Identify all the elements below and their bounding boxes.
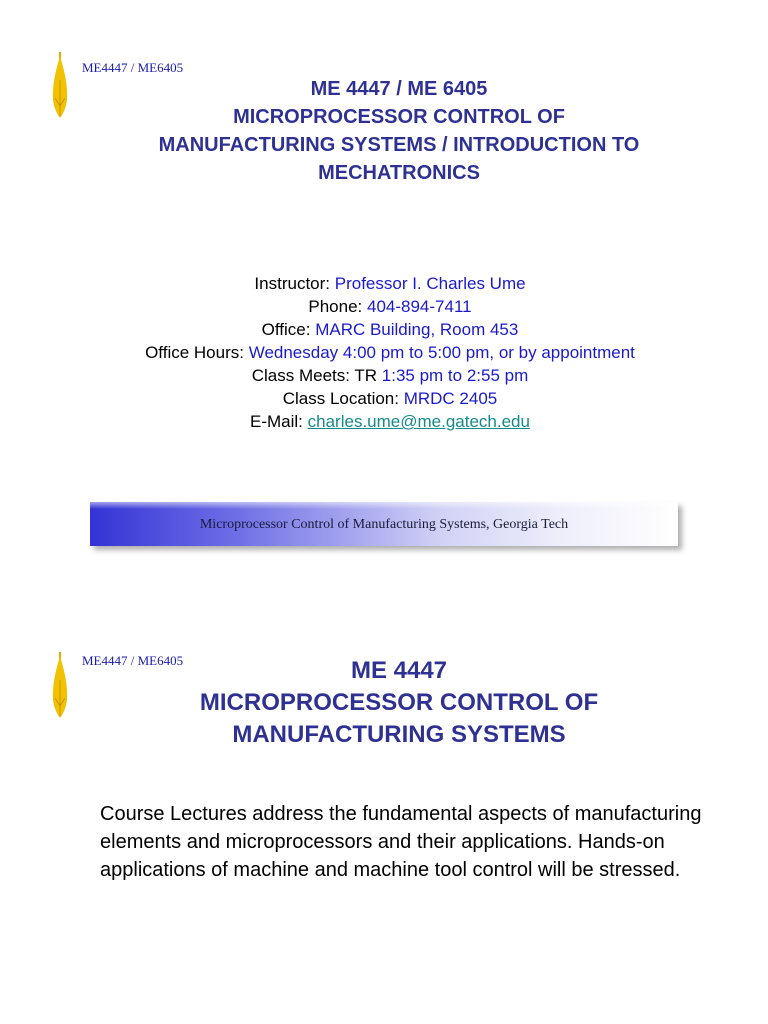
info-label: Office: — [261, 320, 316, 339]
instructor-info — [0, 272, 768, 433]
email-link[interactable]: charles.ume@me.gatech.edu — [307, 412, 530, 431]
footer-banner — [90, 502, 678, 546]
info-value: 1:35 pm to 2:55 pm — [381, 366, 529, 385]
info-label: Phone: — [308, 297, 367, 316]
info-value: 404-894-7411 — [367, 297, 472, 316]
info-value: Wednesday 4:00 pm to 5:00 pm, or by appointment — [248, 343, 635, 362]
title-line: MANUFACTURING SYSTEMS / INTRODUCTION TO — [158, 134, 640, 156]
info-row-class-meets — [0, 364, 768, 387]
info-value: MARC Building, Room 453 — [315, 320, 519, 339]
info-value: MRDC 2405 — [403, 389, 498, 408]
info-row-office-hours — [0, 341, 768, 364]
slide-title — [0, 655, 768, 751]
info-row-class-location — [0, 387, 768, 410]
info-label: Class Location: — [282, 389, 404, 408]
title-line: ME 4447 — [350, 657, 448, 684]
title-line: MANUFACTURING SYSTEMS — [232, 721, 566, 748]
title-line: MICROPROCESSOR CONTROL OF — [199, 689, 599, 716]
info-label: Office Hours: — [145, 343, 249, 362]
footer-text: Microprocessor Control of Manufacturing Systems, Georgia Tech — [199, 517, 569, 532]
info-row-office — [0, 318, 768, 341]
course-code-header: ME4447 / ME6405 — [82, 60, 184, 75]
footer-shine — [90, 502, 678, 509]
course-description: Course Lectures address the fundamental aspects of manufacturing elements and microprocessors and their applications. Hands-on applications of machine and machine tool control will be stressed. — [100, 803, 702, 881]
info-value: Professor I. Charles Ume — [334, 274, 526, 293]
title-line: ME 4447 / ME 6405 — [310, 78, 488, 100]
info-label: Class Meets: TR — [251, 366, 382, 385]
slide-title — [0, 75, 768, 187]
info-row-phone — [0, 295, 768, 318]
title-line: MICROPROCESSOR CONTROL OF — [233, 106, 565, 128]
info-label: Instructor: — [254, 274, 335, 293]
slide-2 — [0, 640, 768, 1024]
title-line: MECHATRONICS — [318, 162, 480, 184]
info-row-instructor — [0, 272, 768, 295]
info-label: E-Mail: — [250, 412, 308, 431]
info-row-email — [0, 410, 768, 433]
course-code-header: ME4447 / ME6405 — [82, 653, 184, 668]
